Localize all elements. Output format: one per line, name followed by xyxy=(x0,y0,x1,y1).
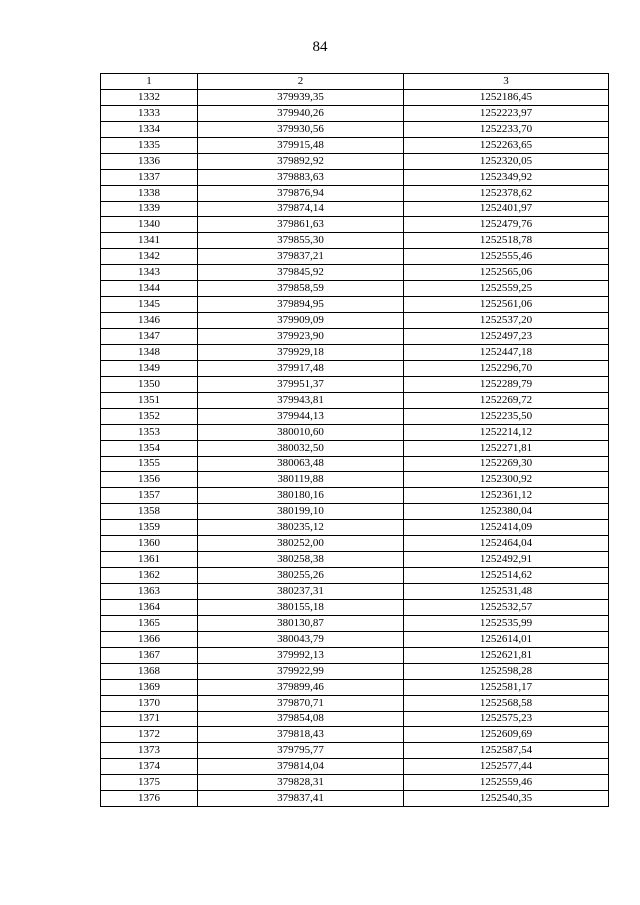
x-coordinate-cell: 379930,56 xyxy=(198,121,404,137)
x-coordinate-cell: 379939,35 xyxy=(198,89,404,105)
y-coordinate-cell: 1252233,70 xyxy=(404,121,609,137)
x-coordinate-cell: 379892,92 xyxy=(198,153,404,169)
x-coordinate-cell: 379818,43 xyxy=(198,727,404,743)
y-coordinate-cell: 1252380,04 xyxy=(404,504,609,520)
point-number-cell: 1333 xyxy=(101,105,198,121)
table-row xyxy=(101,647,609,663)
y-coordinate-cell: 1252537,20 xyxy=(404,313,609,329)
y-coordinate-cell: 1252514,62 xyxy=(404,568,609,584)
x-coordinate-cell: 379795,77 xyxy=(198,743,404,759)
y-coordinate-cell: 1252540,35 xyxy=(404,791,609,807)
point-number-cell: 1342 xyxy=(101,249,198,265)
table-row xyxy=(101,663,609,679)
x-coordinate-cell: 380199,10 xyxy=(198,504,404,520)
table-row xyxy=(101,631,609,647)
table-row xyxy=(101,472,609,488)
y-coordinate-cell: 1252587,54 xyxy=(404,743,609,759)
y-coordinate-cell: 1252271,81 xyxy=(404,440,609,456)
table-row xyxy=(101,201,609,217)
table-row xyxy=(101,743,609,759)
point-number-cell: 1341 xyxy=(101,233,198,249)
point-number-cell: 1349 xyxy=(101,360,198,376)
x-coordinate-cell: 380119,88 xyxy=(198,472,404,488)
x-coordinate-cell: 380235,12 xyxy=(198,520,404,536)
table-row xyxy=(101,568,609,584)
point-number-cell: 1355 xyxy=(101,456,198,472)
point-number-cell: 1348 xyxy=(101,344,198,360)
table-row xyxy=(101,360,609,376)
y-coordinate-cell: 1252479,76 xyxy=(404,217,609,233)
table-row xyxy=(101,105,609,121)
point-number-cell: 1372 xyxy=(101,727,198,743)
y-coordinate-cell: 1252214,12 xyxy=(404,424,609,440)
x-coordinate-cell: 379922,99 xyxy=(198,663,404,679)
table-row xyxy=(101,488,609,504)
point-number-cell: 1362 xyxy=(101,568,198,584)
point-number-cell: 1363 xyxy=(101,584,198,600)
point-number-cell: 1335 xyxy=(101,137,198,153)
y-coordinate-cell: 1252401,97 xyxy=(404,201,609,217)
table-row xyxy=(101,297,609,313)
table-row xyxy=(101,137,609,153)
y-coordinate-cell: 1252269,72 xyxy=(404,392,609,408)
x-coordinate-cell: 379923,90 xyxy=(198,329,404,345)
point-number-cell: 1354 xyxy=(101,440,198,456)
y-coordinate-cell: 1252378,62 xyxy=(404,185,609,201)
table-row xyxy=(101,344,609,360)
x-coordinate-cell: 380155,18 xyxy=(198,599,404,615)
table-row xyxy=(101,249,609,265)
x-coordinate-cell: 380255,26 xyxy=(198,568,404,584)
point-number-cell: 1356 xyxy=(101,472,198,488)
table-row xyxy=(101,791,609,807)
x-coordinate-cell: 379837,21 xyxy=(198,249,404,265)
x-coordinate-cell: 379917,48 xyxy=(198,360,404,376)
x-coordinate-cell: 379845,92 xyxy=(198,265,404,281)
table-row xyxy=(101,169,609,185)
y-coordinate-cell: 1252497,23 xyxy=(404,329,609,345)
point-number-cell: 1346 xyxy=(101,313,198,329)
table-row xyxy=(101,281,609,297)
x-coordinate-cell: 379828,31 xyxy=(198,775,404,791)
table-row xyxy=(101,552,609,568)
x-coordinate-cell: 379940,26 xyxy=(198,105,404,121)
y-coordinate-cell: 1252561,06 xyxy=(404,297,609,313)
point-number-cell: 1366 xyxy=(101,631,198,647)
table-row xyxy=(101,392,609,408)
table-row xyxy=(101,313,609,329)
point-number-cell: 1345 xyxy=(101,297,198,313)
y-coordinate-cell: 1252269,30 xyxy=(404,456,609,472)
y-coordinate-cell: 1252414,09 xyxy=(404,520,609,536)
table-row xyxy=(101,456,609,472)
x-coordinate-cell: 380032,50 xyxy=(198,440,404,456)
point-number-cell: 1367 xyxy=(101,647,198,663)
table-row xyxy=(101,584,609,600)
table-row xyxy=(101,727,609,743)
table-row xyxy=(101,775,609,791)
x-coordinate-cell: 379854,08 xyxy=(198,711,404,727)
x-coordinate-cell: 380010,60 xyxy=(198,424,404,440)
table-row xyxy=(101,408,609,424)
x-coordinate-cell: 380252,00 xyxy=(198,536,404,552)
x-coordinate-cell: 380063,48 xyxy=(198,456,404,472)
x-coordinate-cell: 379943,81 xyxy=(198,392,404,408)
y-coordinate-cell: 1252186,45 xyxy=(404,89,609,105)
table-header-row xyxy=(101,74,609,90)
x-coordinate-cell: 379814,04 xyxy=(198,759,404,775)
x-coordinate-cell: 379855,30 xyxy=(198,233,404,249)
x-coordinate-cell: 379915,48 xyxy=(198,137,404,153)
x-coordinate-cell: 379883,63 xyxy=(198,169,404,185)
column-header-3: 3 xyxy=(404,74,609,90)
x-coordinate-cell: 379894,95 xyxy=(198,297,404,313)
point-number-cell: 1352 xyxy=(101,408,198,424)
point-number-cell: 1376 xyxy=(101,791,198,807)
table-row xyxy=(101,233,609,249)
column-header-1: 1 xyxy=(101,74,198,90)
point-number-cell: 1358 xyxy=(101,504,198,520)
y-coordinate-cell: 1252263,65 xyxy=(404,137,609,153)
table-row xyxy=(101,759,609,775)
point-number-cell: 1350 xyxy=(101,376,198,392)
y-coordinate-cell: 1252614,01 xyxy=(404,631,609,647)
x-coordinate-cell: 379992,13 xyxy=(198,647,404,663)
table-header xyxy=(101,74,609,90)
point-number-cell: 1337 xyxy=(101,169,198,185)
x-coordinate-cell: 380258,38 xyxy=(198,552,404,568)
table-row xyxy=(101,615,609,631)
point-number-cell: 1347 xyxy=(101,329,198,345)
point-number-cell: 1374 xyxy=(101,759,198,775)
table-row xyxy=(101,376,609,392)
point-number-cell: 1371 xyxy=(101,711,198,727)
page-number: 84 xyxy=(312,39,328,55)
y-coordinate-cell: 1252349,92 xyxy=(404,169,609,185)
point-number-cell: 1370 xyxy=(101,695,198,711)
point-number-cell: 1338 xyxy=(101,185,198,201)
table-row xyxy=(101,695,609,711)
y-coordinate-cell: 1252223,97 xyxy=(404,105,609,121)
point-number-cell: 1343 xyxy=(101,265,198,281)
table-row xyxy=(101,520,609,536)
point-number-cell: 1334 xyxy=(101,121,198,137)
y-coordinate-cell: 1252300,92 xyxy=(404,472,609,488)
x-coordinate-cell: 379951,37 xyxy=(198,376,404,392)
point-number-cell: 1360 xyxy=(101,536,198,552)
x-coordinate-cell: 379899,46 xyxy=(198,679,404,695)
y-coordinate-cell: 1252296,70 xyxy=(404,360,609,376)
y-coordinate-cell: 1252581,17 xyxy=(404,679,609,695)
y-coordinate-cell: 1252555,46 xyxy=(404,249,609,265)
x-coordinate-cell: 379861,63 xyxy=(198,217,404,233)
y-coordinate-cell: 1252609,69 xyxy=(404,727,609,743)
x-coordinate-cell: 380130,87 xyxy=(198,615,404,631)
x-coordinate-cell: 379837,41 xyxy=(198,791,404,807)
point-number-cell: 1368 xyxy=(101,663,198,679)
y-coordinate-cell: 1252447,18 xyxy=(404,344,609,360)
table-row xyxy=(101,185,609,201)
table-row xyxy=(101,121,609,137)
y-coordinate-cell: 1252289,79 xyxy=(404,376,609,392)
table-row xyxy=(101,440,609,456)
point-number-cell: 1375 xyxy=(101,775,198,791)
x-coordinate-cell: 379858,59 xyxy=(198,281,404,297)
x-coordinate-cell: 379874,14 xyxy=(198,201,404,217)
point-number-cell: 1332 xyxy=(101,89,198,105)
y-coordinate-cell: 1252575,23 xyxy=(404,711,609,727)
table-row xyxy=(101,153,609,169)
point-number-cell: 1353 xyxy=(101,424,198,440)
x-coordinate-cell: 380043,79 xyxy=(198,631,404,647)
table-row xyxy=(101,217,609,233)
y-coordinate-cell: 1252320,05 xyxy=(404,153,609,169)
x-coordinate-cell: 379870,71 xyxy=(198,695,404,711)
y-coordinate-cell: 1252598,28 xyxy=(404,663,609,679)
table-row xyxy=(101,679,609,695)
y-coordinate-cell: 1252565,06 xyxy=(404,265,609,281)
column-header-2: 2 xyxy=(198,74,404,90)
table-row xyxy=(101,711,609,727)
y-coordinate-cell: 1252559,25 xyxy=(404,281,609,297)
table-row xyxy=(101,536,609,552)
point-number-cell: 1357 xyxy=(101,488,198,504)
point-number-cell: 1339 xyxy=(101,201,198,217)
table-row xyxy=(101,424,609,440)
point-number-cell: 1373 xyxy=(101,743,198,759)
point-number-cell: 1361 xyxy=(101,552,198,568)
table-row xyxy=(101,599,609,615)
y-coordinate-cell: 1252361,12 xyxy=(404,488,609,504)
table-row xyxy=(101,504,609,520)
y-coordinate-cell: 1252492,91 xyxy=(404,552,609,568)
point-number-cell: 1351 xyxy=(101,392,198,408)
point-number-cell: 1340 xyxy=(101,217,198,233)
point-number-cell: 1364 xyxy=(101,599,198,615)
point-number-cell: 1365 xyxy=(101,615,198,631)
x-coordinate-cell: 379876,94 xyxy=(198,185,404,201)
x-coordinate-cell: 379909,09 xyxy=(198,313,404,329)
y-coordinate-cell: 1252568,58 xyxy=(404,695,609,711)
y-coordinate-cell: 1252518,78 xyxy=(404,233,609,249)
table-body xyxy=(101,89,609,806)
y-coordinate-cell: 1252531,48 xyxy=(404,584,609,600)
x-coordinate-cell: 379944,13 xyxy=(198,408,404,424)
table-row xyxy=(101,89,609,105)
y-coordinate-cell: 1252532,57 xyxy=(404,599,609,615)
y-coordinate-cell: 1252235,50 xyxy=(404,408,609,424)
y-coordinate-cell: 1252464,04 xyxy=(404,536,609,552)
coordinates-table xyxy=(100,73,609,807)
point-number-cell: 1336 xyxy=(101,153,198,169)
point-number-cell: 1344 xyxy=(101,281,198,297)
table-row xyxy=(101,265,609,281)
point-number-cell: 1369 xyxy=(101,679,198,695)
y-coordinate-cell: 1252577,44 xyxy=(404,759,609,775)
x-coordinate-cell: 379929,18 xyxy=(198,344,404,360)
y-coordinate-cell: 1252559,46 xyxy=(404,775,609,791)
x-coordinate-cell: 380180,16 xyxy=(198,488,404,504)
y-coordinate-cell: 1252621,81 xyxy=(404,647,609,663)
y-coordinate-cell: 1252535,99 xyxy=(404,615,609,631)
x-coordinate-cell: 380237,31 xyxy=(198,584,404,600)
point-number-cell: 1359 xyxy=(101,520,198,536)
table-row xyxy=(101,329,609,345)
